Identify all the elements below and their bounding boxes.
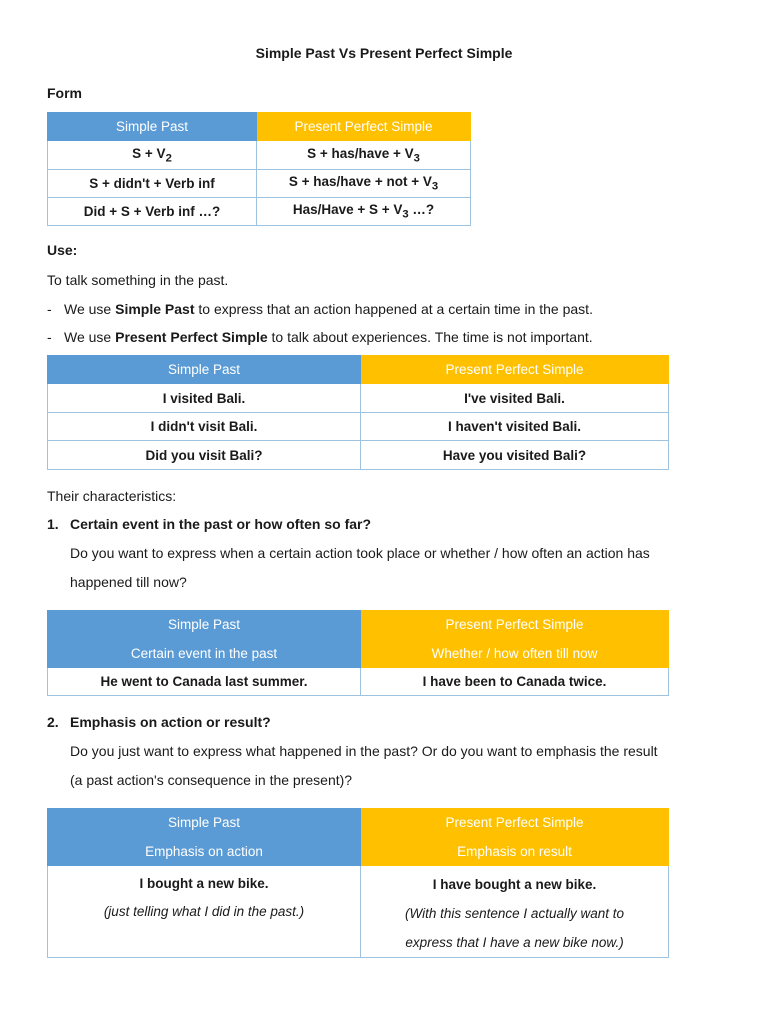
characteristic-1-title: 1. Certain event in the past or how often so far? <box>47 516 372 532</box>
use-bullet-present-perfect: - We use Present Perfect Simple to talk about experiences. The time is not important. <box>47 329 593 345</box>
char2-note-pp-line2: express that I have a new bike now.) <box>405 935 624 950</box>
char1-example-past: He went to Canada last summer. <box>48 668 361 696</box>
characteristic-2-desc-line2: (a past action's consequence in the present)? <box>70 772 353 788</box>
characteristic-2-table <box>47 808 669 958</box>
use-intro: To talk something in the past. <box>47 272 229 288</box>
char1-example-pp: I have been to Canada twice. <box>361 668 669 696</box>
use-header-simple-past: Simple Past <box>48 356 361 384</box>
use-cell: Did you visit Bali? <box>48 441 361 470</box>
char2-note-past: (just telling what I did in the past.) <box>103 904 305 919</box>
char2-example-pp: I have bought a new bike. <box>432 877 597 892</box>
form-table <box>47 112 471 226</box>
use-cell: Have you visited Bali? <box>361 441 669 470</box>
form-cell-past-affirmative: $S + V_2$ <box>48 141 257 170</box>
char2-subheader-simple-past: Emphasis on action <box>48 837 361 866</box>
char1-subheader-simple-past: Certain event in the past <box>48 639 361 668</box>
use-table <box>47 355 669 470</box>
char1-header-simple-past: Simple Past <box>48 611 361 639</box>
form-cell-past-negative: S + didn't + Verb inf <box>48 170 257 198</box>
char2-note-pp-line1: (With this sentence I actually want to <box>405 906 624 921</box>
characteristic-1-desc-line2: happened till now? <box>70 574 187 590</box>
form-heading: Form <box>47 85 82 101</box>
page-title: Simple Past Vs Present Perfect Simple <box>255 45 513 61</box>
char2-header-present-perfect: Present Perfect Simple <box>361 809 669 837</box>
char1-subheader-present-perfect: Whether / how often till now <box>361 639 669 668</box>
form-cell-pp-negative: S + has/have + not + $V_3$ <box>257 170 471 198</box>
use-cell: I visited Bali. <box>48 384 361 413</box>
char2-example-past: I bought a new bike. <box>139 876 269 891</box>
char2-example-pp-cell <box>361 866 669 958</box>
form-cell-pp-affirmative: S + has/have + $V_3$ <box>257 141 471 170</box>
form-header-present-perfect: Present Perfect Simple <box>257 113 471 141</box>
characteristic-2-desc-line1: Do you just want to express what happened in the past? Or do you want to emphasis the result <box>70 743 658 759</box>
characteristic-1-table <box>47 610 669 696</box>
form-cell-past-question: Did + S + Verb inf …? <box>48 198 257 226</box>
form-header-simple-past: Simple Past <box>48 113 257 141</box>
use-cell: I didn't visit Bali. <box>48 413 361 441</box>
characteristics-heading: Their characteristics: <box>47 488 177 504</box>
char2-subheader-present-perfect: Emphasis on result <box>361 837 669 866</box>
char2-header-simple-past: Simple Past <box>48 809 361 837</box>
use-bullet-simple-past: - We use Simple Past to express that an action happened at a certain time in the past. <box>47 301 593 317</box>
use-header-present-perfect: Present Perfect Simple <box>361 356 669 384</box>
characteristic-1-desc-line1: Do you want to express when a certain action took place or whether / how often an action has <box>70 545 650 561</box>
use-cell: I've visited Bali. <box>361 384 669 413</box>
form-cell-pp-question: Has/Have + $S + V_3$ …? <box>257 198 471 226</box>
characteristic-2-title: 2. Emphasis on action or result? <box>47 714 271 730</box>
use-heading: Use: <box>47 242 78 258</box>
char2-example-past-cell <box>48 866 361 958</box>
char1-header-present-perfect: Present Perfect Simple <box>361 611 669 639</box>
use-cell: I haven't visited Bali. <box>361 413 669 441</box>
